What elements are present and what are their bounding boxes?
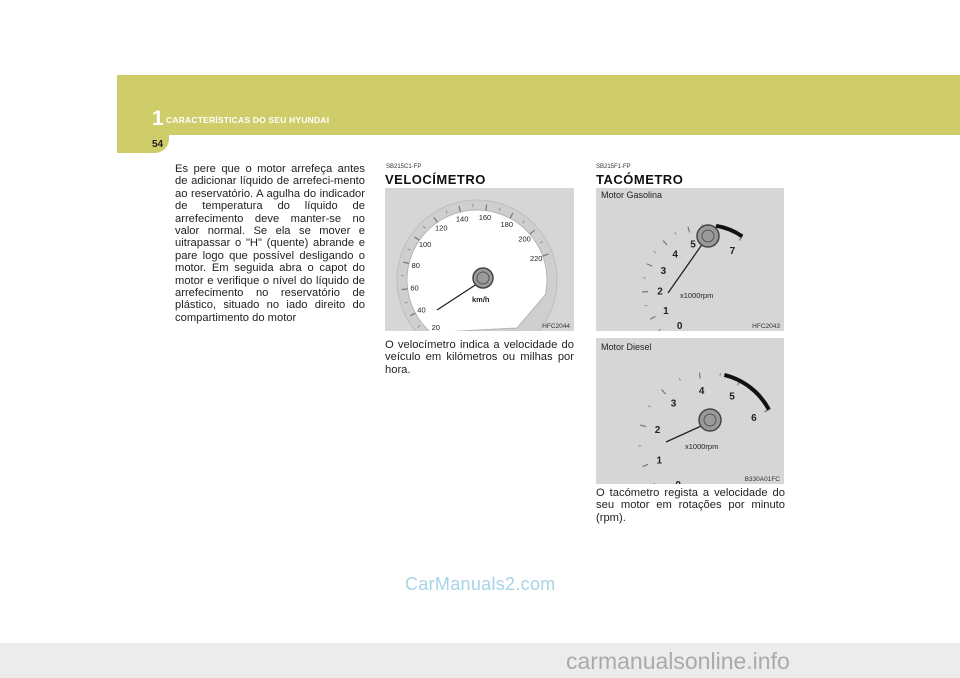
diesel-tachometer-scale xyxy=(655,386,757,484)
diesel-tachometer-label-0 xyxy=(675,480,681,484)
diesel-tachometer-tick xyxy=(679,378,680,381)
diesel-tachometer-tick xyxy=(720,373,721,376)
diesel-tachometer-tick xyxy=(642,464,648,466)
diesel-tachometer-label-1: 1 xyxy=(656,455,663,467)
speedometer-description: O velocímetro indica a velocidade do veículo em kilómetros ou milhas por hora. xyxy=(385,339,574,376)
speedometer-label-160: 160 xyxy=(478,213,492,223)
gasoline-tachometer-tick xyxy=(645,305,648,306)
tachometer-description: O tacómetro regista a velocidade do seu motor em rotações por minuto (rpm). xyxy=(596,487,785,524)
gasoline-tachometer-tick xyxy=(659,329,661,331)
footer-watermark: carmanualsonline.info xyxy=(566,648,790,674)
gasoline-tachometer-label-7: 7 xyxy=(729,245,736,257)
speedometer-label-20: 20 xyxy=(431,323,440,331)
diesel-tachometer-tick xyxy=(640,425,646,426)
diesel-figure-code: B330A01FC xyxy=(744,476,780,483)
speedometer-label-200: 200 xyxy=(518,234,531,244)
gasoline-tachometer-unit: x1000rpm xyxy=(680,291,714,300)
speedometer-heading: VELOCÍMETRO xyxy=(385,172,486,187)
diesel-tachometer-label-2: 2 xyxy=(654,424,661,436)
gasoline-tachometer-tick xyxy=(663,241,667,245)
chapter-title: CARACTERÍSTICAS DO SEU HYUNDAI xyxy=(166,115,330,125)
gasoline-figure-code: HFC2043 xyxy=(752,323,780,330)
diesel-tachometer-figure xyxy=(596,338,784,484)
speedometer-label-120: 120 xyxy=(435,223,448,233)
diesel-tachometer-tick xyxy=(699,373,700,379)
watermark-link[interactable]: CarManuals2.com xyxy=(405,574,556,594)
speedometer-label-100: 100 xyxy=(418,239,432,249)
speedometer-unit: km/h xyxy=(472,295,490,304)
diesel-tachometer-unit: x1000rpm xyxy=(685,442,719,451)
diesel-tachometer-label-5: 5 xyxy=(729,391,735,403)
diesel-tachometer-label-4: 4 xyxy=(698,385,705,397)
footer-band xyxy=(0,643,960,678)
diesel-label: Motor Diesel xyxy=(601,342,652,352)
gasoline-tachometer-tick xyxy=(654,251,656,253)
speedometer-label-180: 180 xyxy=(500,220,514,230)
diesel-tachometer-tick xyxy=(648,406,651,408)
diesel-tachometer-gauge xyxy=(596,338,784,484)
speedometer-section-code: SB215C1-FP xyxy=(386,164,422,170)
diesel-tachometer-tick xyxy=(662,390,666,394)
gasoline-tachometer-tick xyxy=(647,264,653,266)
header-band xyxy=(117,75,960,135)
speedometer-figure xyxy=(385,188,574,331)
gasoline-tachometer-gauge xyxy=(596,188,784,331)
speedometer-gauge xyxy=(385,188,574,331)
gasoline-tachometer-hub xyxy=(697,225,719,247)
speedometer-tick xyxy=(402,289,408,290)
tachometer-section-code: SB215F1-FP xyxy=(596,164,631,170)
speedometer-label-140: 140 xyxy=(455,214,469,224)
chapter-number: 1 xyxy=(152,107,164,130)
gasoline-tachometer-redline xyxy=(716,226,742,237)
coolant-paragraph: Es pere que o motor arrefeça antes de adicionar líquido de arrefeci-mento ao reservatório. A agulha do indicador de temperatura do líquido de arrefecimento deve manter-se no valor normal. Se ela se mover e uitrapassar o "H" (quente) abrande e pare logo que possível desligando o motor. Em seguida abra o capot do motor e verifique o nível do líquido de arrefecimento no reservatório de plástico, situado no iado direito do compartimento do motor xyxy=(175,163,365,324)
speedometer-label-60: 60 xyxy=(410,283,419,293)
speedometer-tick xyxy=(486,205,487,211)
gasoline-tachometer-label-5: 5 xyxy=(690,239,696,251)
gasoline-tachometer-label-0: 0 xyxy=(676,321,683,331)
gasoline-tachometer-figure xyxy=(596,188,784,331)
gasoline-tachometer-tick xyxy=(650,316,655,319)
diesel-tachometer-tick xyxy=(653,483,655,484)
page-number: 54 xyxy=(152,139,164,150)
speedometer-label-80: 80 xyxy=(411,260,420,270)
tachometer-heading: TACÓMETRO xyxy=(596,172,684,187)
speedometer-label-40: 40 xyxy=(417,305,426,315)
gasoline-tachometer-label-4: 4 xyxy=(672,249,678,261)
speedometer-label-220: 220 xyxy=(529,254,543,264)
gasoline-tachometer-label-3: 3 xyxy=(660,266,667,278)
gasoline-tachometer-label-2: 2 xyxy=(657,286,663,298)
diesel-tachometer-label-6: 6 xyxy=(751,413,757,425)
speedometer-figure-code: HFC2044 xyxy=(542,323,570,330)
gasoline-tachometer-label-1: 1 xyxy=(663,306,669,318)
diesel-tachometer-hub xyxy=(699,409,721,431)
diesel-tachometer-label-3: 3 xyxy=(670,398,677,410)
gasoline-label: Motor Gasolina xyxy=(601,190,663,200)
speedometer-hub xyxy=(473,268,493,288)
gasoline-tachometer-tick xyxy=(688,227,690,233)
gasoline-tachometer-tick xyxy=(675,232,676,235)
